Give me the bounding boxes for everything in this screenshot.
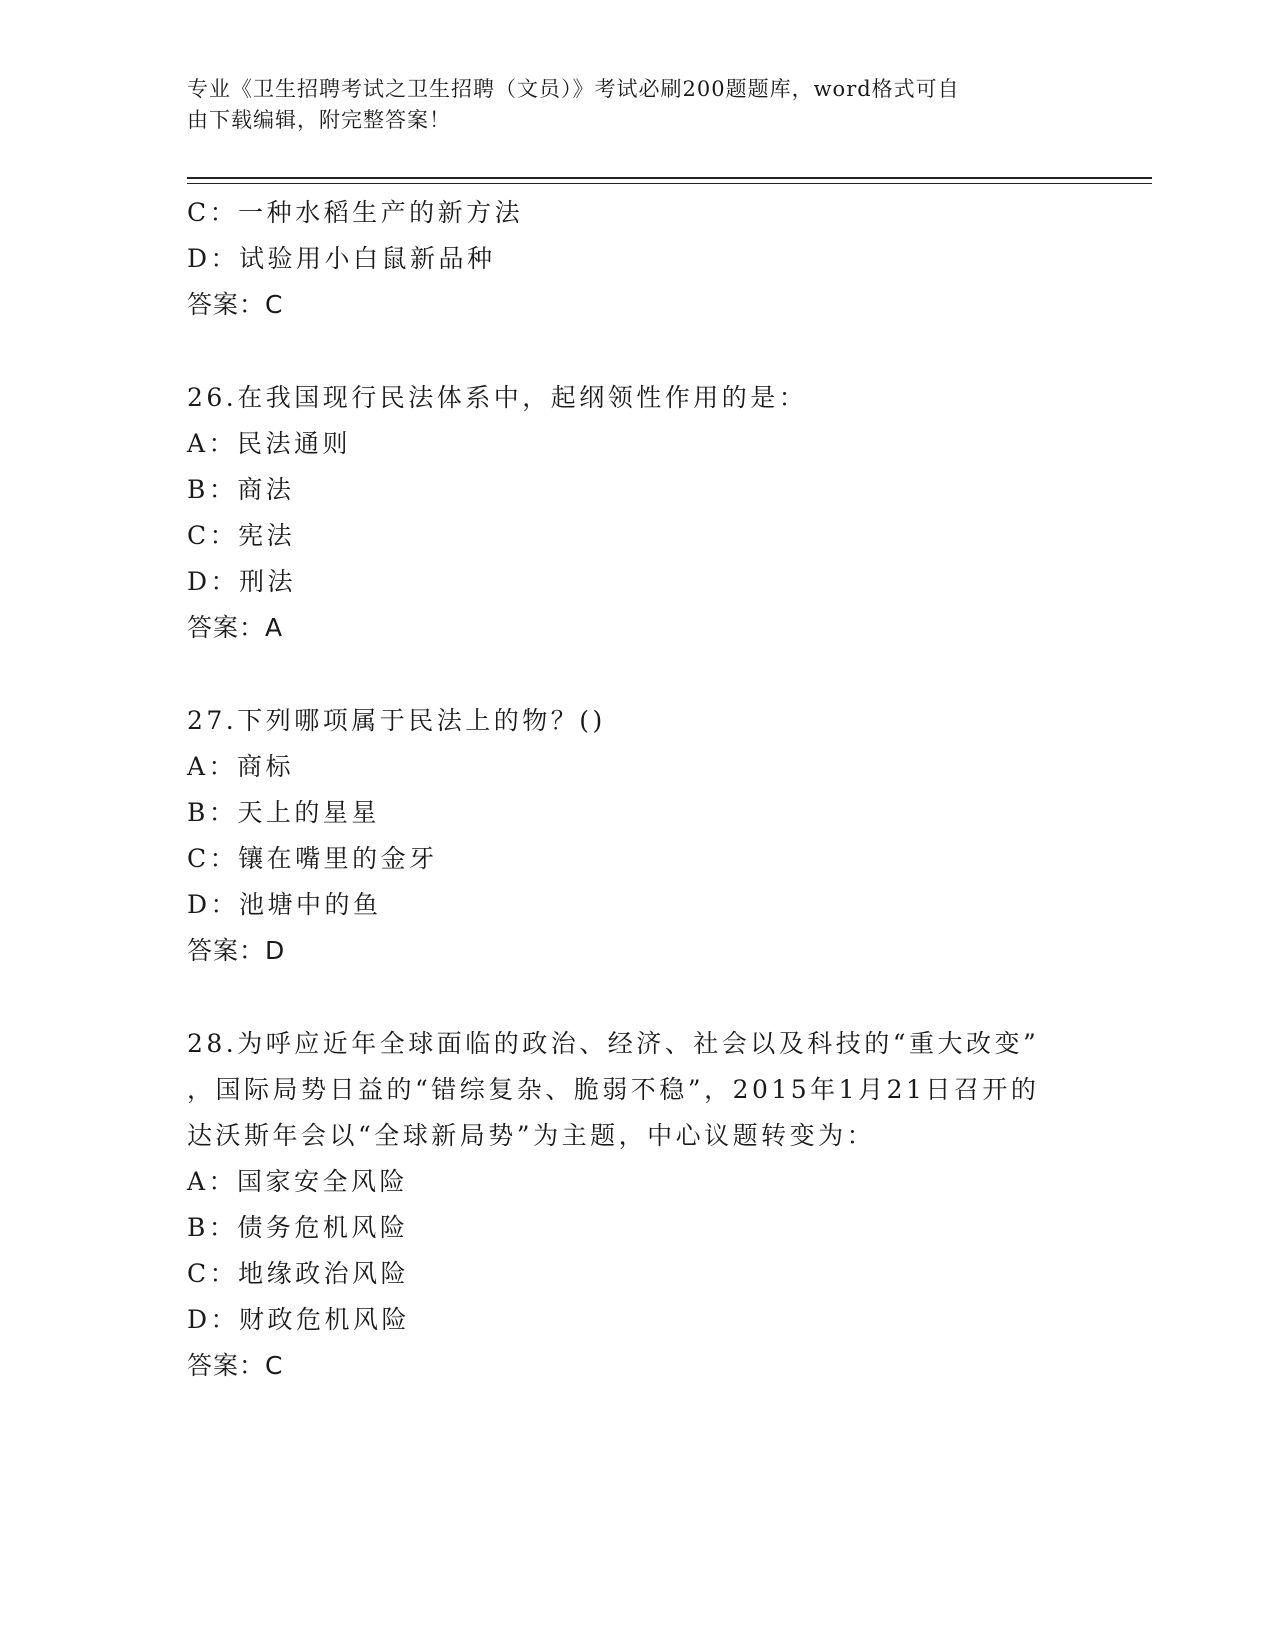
question-stem: 27.下列哪项属于民法上的物？() (187, 706, 606, 735)
spacer (187, 651, 1087, 698)
option-d: D：池塘中的鱼 (187, 890, 382, 919)
answer-line: 答案：C (187, 1351, 284, 1380)
header-divider-thick (187, 177, 1152, 179)
spacer (187, 328, 1087, 375)
header-line-2: 由下载编辑，附完整答案！ (187, 108, 451, 132)
option-d: D：刑法 (187, 567, 297, 596)
header-divider-thin (187, 183, 1152, 184)
option-c: C：地缘政治风险 (187, 1259, 410, 1288)
answer-line: 答案：A (187, 613, 284, 642)
option-a: A：商标 (187, 752, 295, 781)
option-b: B：天上的星星 (187, 798, 380, 827)
carryover-option-c: C：一种水稻生产的新方法 (187, 198, 524, 227)
carryover-option-d: D：试验用小白鼠新品种 (187, 244, 496, 273)
question-list (187, 190, 1087, 1389)
option-d: D：财政危机风险 (187, 1305, 411, 1334)
question-26 (187, 375, 1087, 651)
question-27 (187, 698, 1087, 974)
document-header (187, 74, 1077, 136)
carryover-answer: 答案：C (187, 290, 284, 319)
question-stem: 26.在我国现行民法体系中，起纲领性作用的是： (187, 383, 808, 412)
option-c: C：宪法 (187, 521, 296, 550)
option-b: B：债务危机风险 (187, 1213, 409, 1242)
question-stem-line-2: ，国际局势日益的“错综复杂、脆弱不稳”，2015年1月21日召开的 (187, 1075, 1040, 1104)
option-c: C：镶在嘴里的金牙 (187, 844, 438, 873)
option-b: B：商法 (187, 475, 295, 504)
option-a: A：民法通则 (187, 429, 352, 458)
question-28 (187, 1021, 1087, 1389)
option-a: A：国家安全风险 (187, 1167, 409, 1196)
spacer (187, 974, 1087, 1021)
question-stem-line-1: 28.为呼应近年全球面临的政治、经济、社会以及科技的“重大改变” (187, 1029, 1040, 1058)
answer-line: 答案：D (187, 936, 286, 965)
question-stem-line-3: 达沃斯年会以“全球新局势”为主题，中心议题转变为： (187, 1121, 876, 1150)
header-line-1: 专业《卫生招聘考试之卫生招聘（文员）》考试必刷200题题库，word格式可自 (187, 77, 960, 101)
